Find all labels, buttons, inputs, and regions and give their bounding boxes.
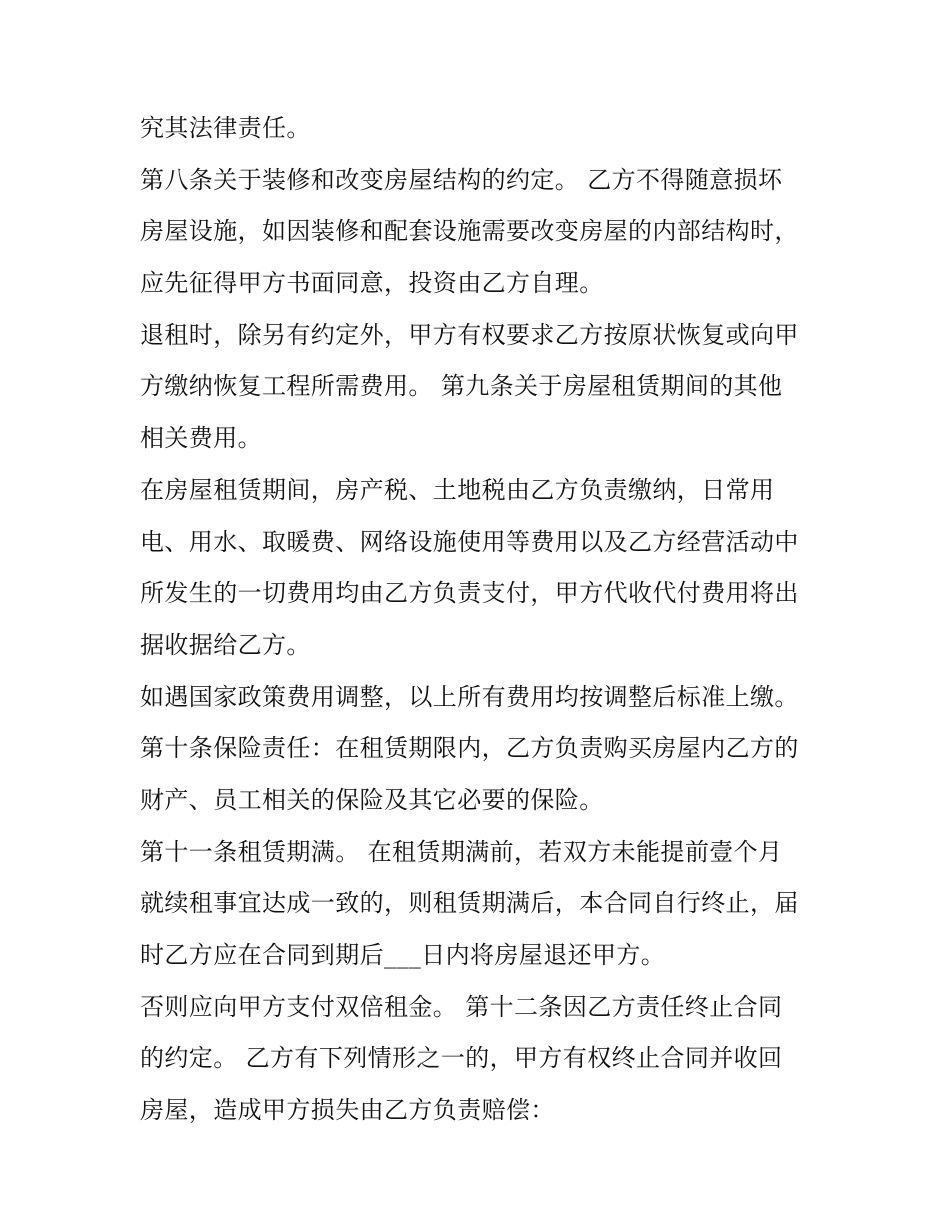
- text-line: 第八条关于装修和改变房屋结构的约定。 乙方不得随意损坏: [140, 165, 783, 194]
- text-line: 应先征得甲方书面同意，投资由乙方自理。: [140, 269, 604, 298]
- text-line: 就续租事宜达成一致的，则租赁期满后，本合同自行终止，届: [140, 889, 799, 918]
- text-line: 第十条保险责任：在租赁期限内，乙方负责购买房屋内乙方的: [140, 734, 799, 763]
- text-line: 方缴纳恢复工程所需费用。 第九条关于房屋租赁期间的其他: [140, 372, 783, 401]
- text-line: 退租时，除另有约定外，甲方有权要求乙方按原状恢复或向甲: [140, 320, 799, 349]
- text-line: 的约定。 乙方有下列情形之一的，甲方有权终止合同并收回: [140, 1044, 783, 1073]
- document-body: [140, 103, 830, 1137]
- text-line: 电、用水、取暖费、网络设施使用等费用以及乙方经营活动中: [140, 527, 799, 556]
- text-line: 在房屋租赁期间，房产税、土地税由乙方负责缴纳，日常用: [140, 475, 775, 504]
- text-line: 否则应向甲方支付双倍租金。 第十二条因乙方责任终止合同: [140, 992, 783, 1021]
- text-line: 相关费用。: [140, 424, 262, 453]
- text-line: 据收据给乙方。: [140, 630, 311, 659]
- text-line: 究其法律责任。: [140, 114, 311, 142]
- text-line: 时乙方应在合同到期后___日内将房屋退还甲方。: [140, 941, 666, 969]
- text-line: 第十一条租赁期满。 在租赁期满前，若双方未能提前壹个月: [140, 837, 783, 866]
- text-line: 房屋，造成甲方损失由乙方负责赔偿：: [140, 1096, 555, 1125]
- text-line: 如遇国家政策费用调整，以上所有费用均按调整后标准上缴。: [140, 682, 799, 711]
- text-line: 财产、员工相关的保险及其它必要的保险。: [140, 785, 604, 814]
- text-line: 房屋设施，如因装修和配套设施需要改变房屋的内部结构时，: [140, 217, 799, 246]
- text-line: 所发生的一切费用均由乙方负责支付，甲方代收代付费用将出: [140, 579, 799, 608]
